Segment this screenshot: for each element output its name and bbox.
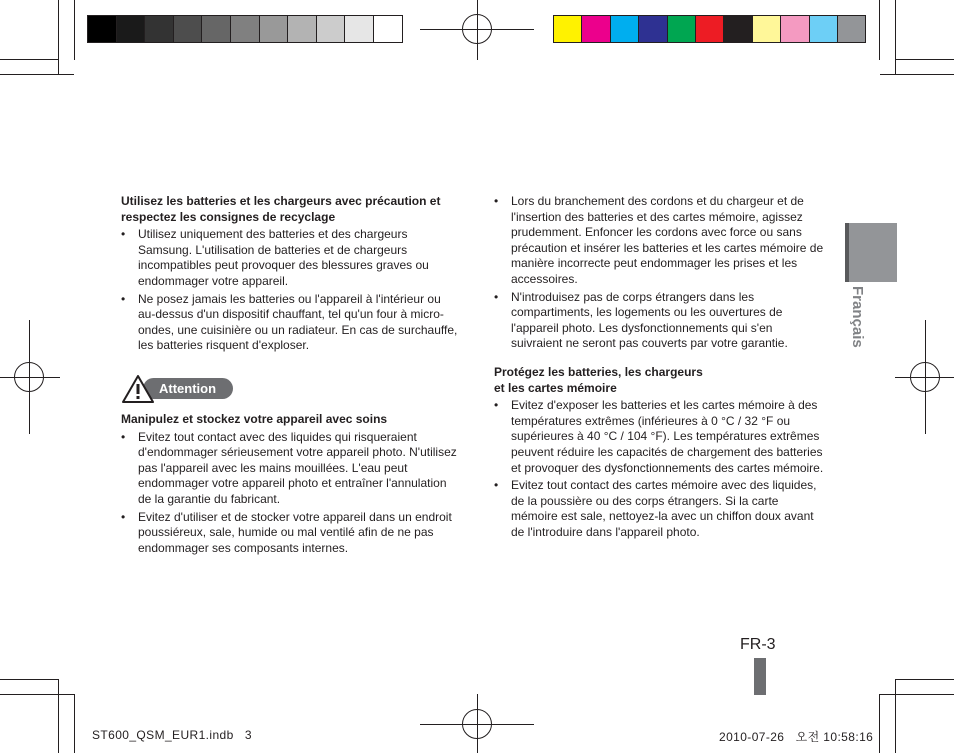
attention-banner [121,374,461,400]
list-item: • Evitez tout contact avec des liquides qui risqueraient d'endommager sérieusement votre appareil photo. N'utilisez pas l'appareil avec les mains mouillées. L'eau peut endommager votre appareil photo et entraîner l'annulation de la garantie du fabricant. [121,430,461,508]
language-tab-label: Français [849,286,866,348]
language-tab-block [849,223,897,282]
footer-file-info: ST600_QSM_EUR1.indb 3 [92,728,252,742]
list-item: • N'introduisez pas de corps étrangers dans les compartiments, les logements ou les ouvertures de l'appareil photo. Les dysfonctionnements qui s'en suivraient ne seront pas couverts par votre garantie. [494,290,827,352]
section-heading-handling: Manipulez et stockez votre appareil avec soins [121,411,388,426]
attention-label: Attention [143,378,233,399]
section-heading-protect [494,365,827,396]
grayscale-swatch [287,15,317,43]
list-item: • Ne posez jamais les batteries ou l'appareil à l'intérieur ou au-dessus d'un dispositif chauffant, tel qu'un four à micro-ondes, une cuisinière ou un radiateur. En cas de surchauffe, les batteries risquent d'exploser. [121,292,461,354]
list-item: • Evitez tout contact des cartes mémoire avec des liquides, de la poussière ou des corps étrangers. Si la carte mémoire est sale, nettoyez-la avec un chiffon doux avant de l'introduire dans l'appareil photo. [494,478,827,540]
color-swatch [581,15,610,43]
list-item: • Utilisez uniquement des batteries et des chargeurs Samsung. L'utilisation de batteries et de chargeurs incompatibles peut provoquer des blessures graves ou endommager votre appareil. [121,227,461,289]
grayscale-swatch [230,15,260,43]
grayscale-swatch [173,15,203,43]
bullet-list-batteries [121,227,461,354]
grayscale-swatch [373,15,403,43]
grayscale-swatch [201,15,231,43]
grayscale-swatch [144,15,174,43]
color-swatch [780,15,809,43]
color-swatch [695,15,724,43]
grayscale-swatch [259,15,289,43]
color-swatch [610,15,639,43]
section-heading-batteries: Utilisez les batteries et les chargeurs avec précaution et respectez les consignes de recyclage [121,194,441,224]
bullet-list-handling [121,430,461,557]
grayscale-swatch [316,15,346,43]
list-item: • Lors du branchement des cordons et du chargeur et de l'insertion des batteries et des cartes mémoire, agissez prudemment. Enfoncer les cordons avec force ou sans précaution et insérer les batteries et les cartes mémoire de manière incorrecte peut endommager les prises et les accessoires. [494,194,827,288]
footer-timestamp: 2010-07-26 오전 10:58:16 [719,730,874,744]
list-item: • Evitez d'utiliser et de stocker votre appareil dans un endroit poussiéreux, sale, humide ou mal ventilé afin de ne pas endommager ses composants internes. [121,510,461,557]
list-item: • Evitez d'exposer les batteries et les cartes mémoire à des températures extrêmes (inférieures à 0 °C / 32 °F ou supérieures à 40 °C / 104 °F). Les températures extrêmes peuvent réduire les capacités de chargement des batteries et provoquer des dysfonctionnements des cartes mémoire. [494,398,827,476]
page-number-bar [754,658,766,695]
grayscale-swatch [344,15,374,43]
color-swatch [752,15,781,43]
color-swatch [809,15,838,43]
color-swatch [638,15,667,43]
color-swatch [723,15,752,43]
bullet-list-protect [494,398,827,540]
grayscale-swatch [116,15,146,43]
bullet-list-connections [494,194,827,352]
right-column [494,194,827,542]
color-swatch [667,15,696,43]
grayscale-swatch [87,15,117,43]
page-number: FR-3 [740,636,776,653]
color-swatch [553,15,582,43]
section-heading-protect-line1: Protégez les batteries, les chargeurs [494,364,703,379]
warning-triangle-icon [121,374,155,404]
section-heading-protect-line2: et les cartes mémoire [494,380,617,395]
color-swatch [837,15,866,43]
left-column [121,194,461,558]
